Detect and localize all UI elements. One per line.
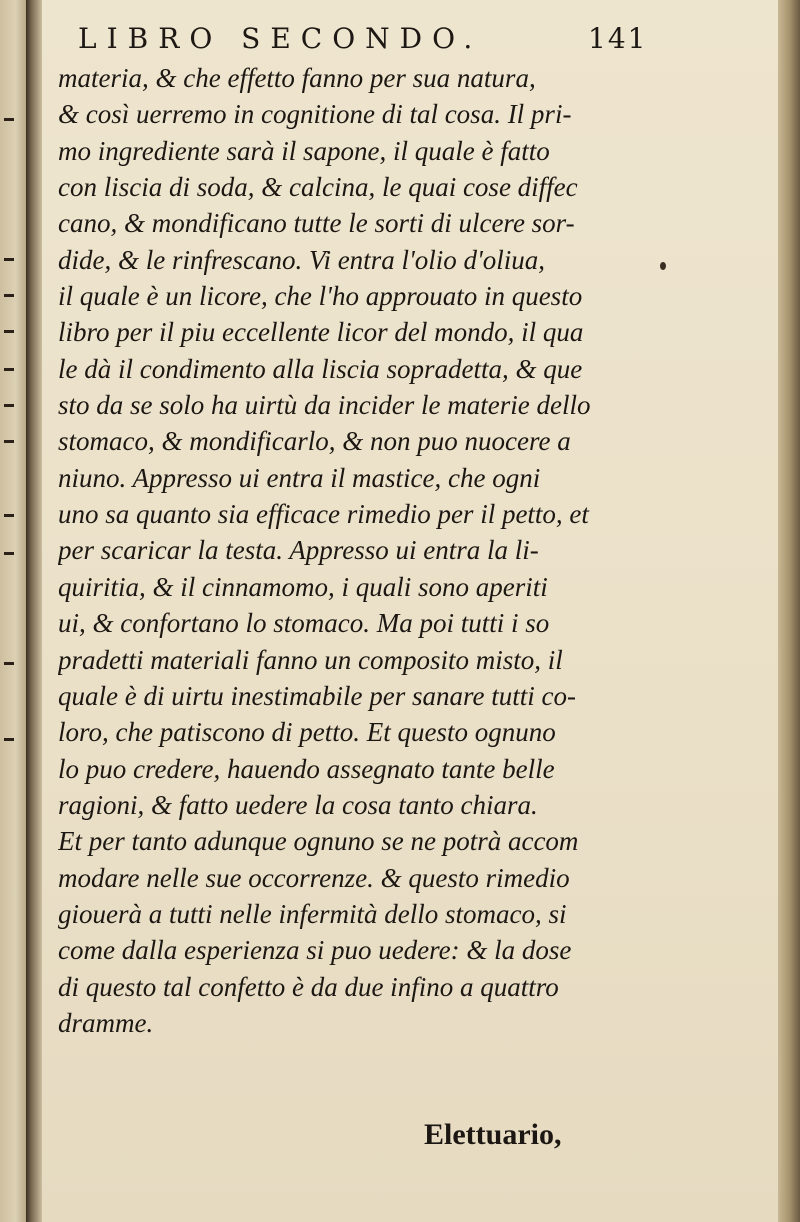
text-line: pradetti materiali fanno un composito misto, il <box>58 644 563 675</box>
running-title: LIBRO SECONDO. <box>78 22 483 55</box>
text-line: quiritia, & il cinnamomo, i quali sono aperiti <box>58 571 548 602</box>
gutter-shadow <box>26 0 42 1222</box>
text-line: uno sa quanto sia efficace rimedio per il petto, et <box>58 499 589 530</box>
text-line: il quale è un licore, che l'ho approuato in questo <box>58 281 583 312</box>
ink-speck <box>660 262 666 270</box>
running-header <box>78 22 648 62</box>
text-line: materia, & che effetto fanno per sua natura, <box>58 63 536 93</box>
page-number: 141 <box>588 22 648 55</box>
text-line: come dalla esperienza si puo uedere: & la dose <box>58 935 572 966</box>
text-line: dramme. <box>58 1007 154 1038</box>
facing-page-edge <box>0 0 26 1222</box>
text-line: stomaco, & mondificarlo, & non puo nuocere a <box>58 426 571 457</box>
text-line: quale è di uirtu inestimabile per sanare tutti co- <box>58 680 576 711</box>
text-line: niuno. Appresso ui entra il mastice, che ogni <box>58 462 541 493</box>
text-line: le dà il condimento alla liscia sopradetta, & que <box>58 353 583 384</box>
text-line: lo puo credere, hauendo assegnato tante belle <box>58 753 555 784</box>
text-line: & così uerremo in cognitione di tal cosa. Il pri- <box>58 99 572 130</box>
text-line: dide, & le rinfrescano. Vi entra l'olio d'oliua, <box>58 244 546 275</box>
catchword: Elettuario, <box>424 1118 562 1151</box>
text-line: Et per tanto adunque ognuno se ne potrà accom <box>58 826 579 857</box>
text-line: ui, & confortano lo stomaco. Ma poi tutti i so <box>58 608 550 639</box>
text-line: modare nelle sue occorrenze. & questo rimedio <box>58 862 570 893</box>
text-line: di questo tal confetto è da due infino a quattro <box>58 971 559 1002</box>
text-line: con liscia di soda, & calcina, le quai cose diffec <box>58 172 578 203</box>
text-line: cano, & mondificano tutte le sorti di ulcere sor- <box>58 208 575 239</box>
text-line: per scaricar la testa. Appresso ui entra la li- <box>58 535 539 566</box>
book-right-edge <box>778 0 800 1222</box>
text-line: ragioni, & fatto uedere la cosa tanto chiara. <box>58 789 538 820</box>
text-line: loro, che patiscono di petto. Et questo ognuno <box>58 717 556 748</box>
body-text <box>58 60 618 1041</box>
text-line: sto da se solo ha uirtù da incider le materie dello <box>58 390 591 421</box>
text-line: giouerà a tutti nelle infermità dello stomaco, si <box>58 898 567 929</box>
text-line: libro per il piu eccellente licor del mondo, il qua <box>58 317 584 348</box>
text-line: mo ingrediente sarà il sapone, il quale è fatto <box>58 135 550 166</box>
